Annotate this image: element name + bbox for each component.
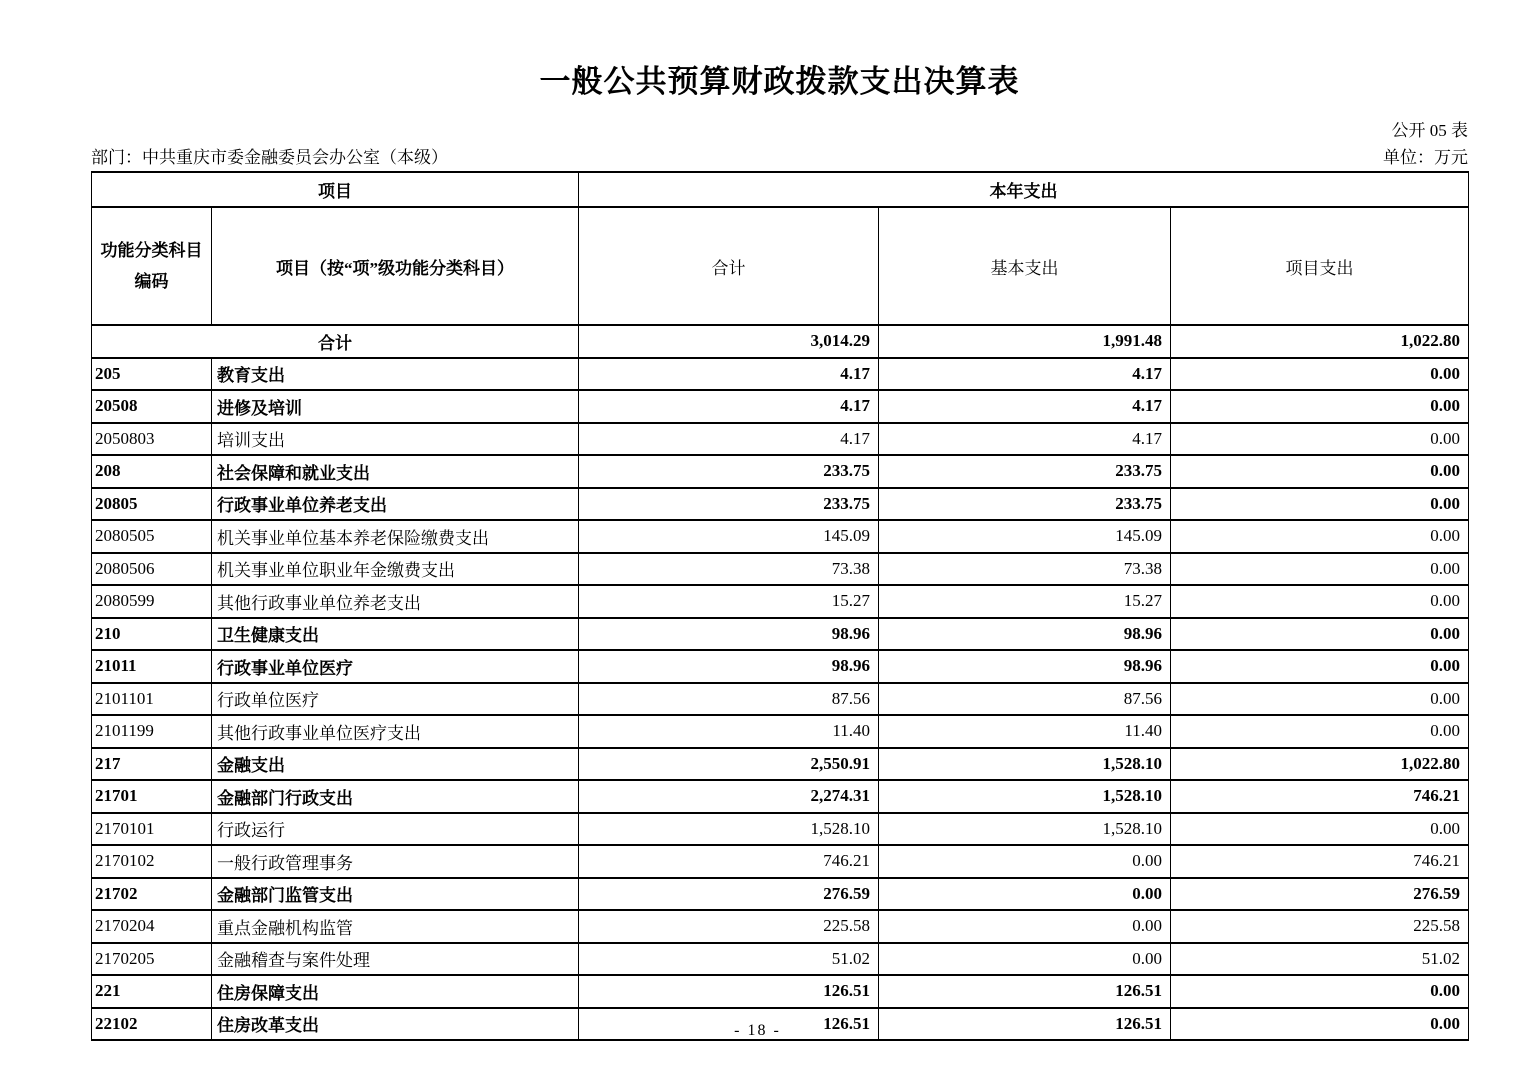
code-cell: 2101199 (92, 715, 212, 748)
total-cell: 98.96 (579, 618, 879, 651)
page-title: 一般公共预算财政拨款支出决算表 (539, 64, 1020, 99)
code-cell: 2080505 (92, 520, 212, 553)
project-cell: 0.00 (1171, 520, 1469, 553)
table-row (92, 845, 1469, 878)
basic-cell: 73.38 (879, 553, 1171, 586)
project-cell: 0.00 (1171, 585, 1469, 618)
table-row (92, 878, 1469, 911)
table-row (92, 390, 1469, 423)
total-cell: 126.51 (579, 1008, 879, 1041)
project-cell: 0.00 (1171, 390, 1469, 423)
project-cell: 0.00 (1171, 488, 1469, 521)
header-col-total: 合计 (579, 207, 879, 325)
form-number-label: 公开 05 表 (1391, 121, 1468, 140)
project-cell: 0.00 (1171, 455, 1469, 488)
name-cell: 行政事业单位养老支出 (212, 488, 579, 521)
name-cell: 重点金融机构监管 (212, 910, 579, 943)
code-cell: 2080599 (92, 585, 212, 618)
basic-cell: 0.00 (879, 845, 1171, 878)
project-cell: 51.02 (1171, 943, 1469, 976)
total-cell: 4.17 (579, 358, 879, 391)
header-group-row (92, 172, 1469, 207)
total-cell: 11.40 (579, 715, 879, 748)
project-cell: 0.00 (1171, 975, 1469, 1008)
total-cell: 276.59 (579, 878, 879, 911)
basic-cell: 87.56 (879, 683, 1171, 716)
department-label: 部门：中共重庆市委金融委员会办公室（本级） (91, 148, 448, 167)
basic-cell: 126.51 (879, 975, 1171, 1008)
basic-cell: 15.27 (879, 585, 1171, 618)
header-columns-row (92, 207, 1469, 325)
project-cell: 0.00 (1171, 683, 1469, 716)
project-cell: 746.21 (1171, 845, 1469, 878)
basic-cell: 4.17 (879, 423, 1171, 456)
name-cell: 金融支出 (212, 748, 579, 781)
table-row (92, 618, 1469, 651)
basic-cell: 145.09 (879, 520, 1171, 553)
name-cell: 金融部门行政支出 (212, 780, 579, 813)
table-row (92, 358, 1469, 391)
project-cell: 0.00 (1171, 423, 1469, 456)
name-cell: 行政运行 (212, 813, 579, 846)
basic-cell: 0.00 (879, 943, 1171, 976)
table-row (92, 943, 1469, 976)
header-group-item: 项目 (92, 172, 579, 207)
table-row (92, 780, 1469, 813)
total-cell: 4.17 (579, 423, 879, 456)
total-cell: 51.02 (579, 943, 879, 976)
total-cell: 2,550.91 (579, 748, 879, 781)
basic-cell: 4.17 (879, 358, 1171, 391)
code-cell: 21702 (92, 878, 212, 911)
code-cell: 217 (92, 748, 212, 781)
total-cell: 87.56 (579, 683, 879, 716)
name-cell: 合计 (92, 325, 579, 358)
name-cell: 行政单位医疗 (212, 683, 579, 716)
project-cell: 0.00 (1171, 618, 1469, 651)
total-cell: 225.58 (579, 910, 879, 943)
project-cell: 746.21 (1171, 780, 1469, 813)
project-cell: 1,022.80 (1171, 325, 1469, 358)
table-row (92, 715, 1469, 748)
code-cell: 20508 (92, 390, 212, 423)
table-row (92, 423, 1469, 456)
basic-cell: 98.96 (879, 618, 1171, 651)
name-cell: 社会保障和就业支出 (212, 455, 579, 488)
total-cell: 3,014.29 (579, 325, 879, 358)
project-cell: 0.00 (1171, 358, 1469, 391)
code-cell: 2101101 (92, 683, 212, 716)
total-cell: 4.17 (579, 390, 879, 423)
unit-label: 单位：万元 (1383, 148, 1468, 167)
project-cell: 1,022.80 (1171, 748, 1469, 781)
code-cell: 205 (92, 358, 212, 391)
table-row (92, 910, 1469, 943)
code-cell: 20805 (92, 488, 212, 521)
name-cell: 一般行政管理事务 (212, 845, 579, 878)
table-row (92, 455, 1469, 488)
basic-cell: 0.00 (879, 878, 1171, 911)
table-header (92, 172, 1469, 325)
header-col-project: 项目支出 (1171, 207, 1469, 325)
total-cell: 233.75 (579, 455, 879, 488)
table-row (92, 975, 1469, 1008)
code-cell: 208 (92, 455, 212, 488)
project-cell: 0.00 (1171, 650, 1469, 683)
code-cell: 2170101 (92, 813, 212, 846)
basic-cell: 4.17 (879, 390, 1171, 423)
table-row (92, 683, 1469, 716)
basic-cell: 233.75 (879, 488, 1171, 521)
basic-cell: 11.40 (879, 715, 1171, 748)
name-cell: 培训支出 (212, 423, 579, 456)
header-col-name: 项目（按“项”级功能分类科目） (212, 207, 579, 325)
header-group-current-year: 本年支出 (579, 172, 1469, 207)
total-cell: 98.96 (579, 650, 879, 683)
table-row (92, 553, 1469, 586)
basic-cell: 233.75 (879, 455, 1171, 488)
total-cell: 73.38 (579, 553, 879, 586)
name-cell: 行政事业单位医疗 (212, 650, 579, 683)
basic-cell: 1,528.10 (879, 780, 1171, 813)
total-cell: 2,274.31 (579, 780, 879, 813)
name-cell: 机关事业单位基本养老保险缴费支出 (212, 520, 579, 553)
code-cell: 210 (92, 618, 212, 651)
project-cell: 0.00 (1171, 553, 1469, 586)
header-col-code: 功能分类科目编码 (92, 207, 212, 325)
code-cell: 221 (92, 975, 212, 1008)
project-cell: 0.00 (1171, 1008, 1469, 1041)
basic-cell: 1,991.48 (879, 325, 1171, 358)
code-cell: 2170204 (92, 910, 212, 943)
basic-cell: 98.96 (879, 650, 1171, 683)
name-cell: 教育支出 (212, 358, 579, 391)
table-body (92, 325, 1469, 1040)
meta-line (91, 143, 1468, 168)
name-cell: 其他行政事业单位医疗支出 (212, 715, 579, 748)
basic-cell: 0.00 (879, 910, 1171, 943)
table-row (92, 748, 1469, 781)
code-cell: 2080506 (92, 553, 212, 586)
total-cell: 145.09 (579, 520, 879, 553)
table-row (92, 813, 1469, 846)
basic-cell: 1,528.10 (879, 813, 1171, 846)
total-cell: 126.51 (579, 975, 879, 1008)
name-cell: 住房改革支出 (212, 1008, 579, 1041)
total-cell: 1,528.10 (579, 813, 879, 846)
name-cell: 机关事业单位职业年金缴费支出 (212, 553, 579, 586)
name-cell: 进修及培训 (212, 390, 579, 423)
basic-cell: 126.51 (879, 1008, 1171, 1041)
project-cell: 0.00 (1171, 715, 1469, 748)
project-cell: 276.59 (1171, 878, 1469, 911)
table-row (92, 520, 1469, 553)
table-row (92, 585, 1469, 618)
basic-cell: 1,528.10 (879, 748, 1171, 781)
table-row (92, 488, 1469, 521)
table-row (92, 325, 1469, 358)
table-row (92, 650, 1469, 683)
code-cell: 2050803 (92, 423, 212, 456)
code-cell: 21011 (92, 650, 212, 683)
project-cell: 225.58 (1171, 910, 1469, 943)
budget-table (91, 171, 1469, 1041)
code-cell: 22102 (92, 1008, 212, 1041)
code-cell: 2170205 (92, 943, 212, 976)
total-cell: 233.75 (579, 488, 879, 521)
name-cell: 其他行政事业单位养老支出 (212, 585, 579, 618)
code-cell: 2170102 (92, 845, 212, 878)
project-cell: 0.00 (1171, 813, 1469, 846)
name-cell: 卫生健康支出 (212, 618, 579, 651)
name-cell: 金融稽查与案件处理 (212, 943, 579, 976)
total-cell: 15.27 (579, 585, 879, 618)
name-cell: 住房保障支出 (212, 975, 579, 1008)
total-cell: 746.21 (579, 845, 879, 878)
header-col-basic: 基本支出 (879, 207, 1171, 325)
name-cell: 金融部门监管支出 (212, 878, 579, 911)
page-number: - 18 - (734, 1022, 781, 1039)
code-cell: 21701 (92, 780, 212, 813)
